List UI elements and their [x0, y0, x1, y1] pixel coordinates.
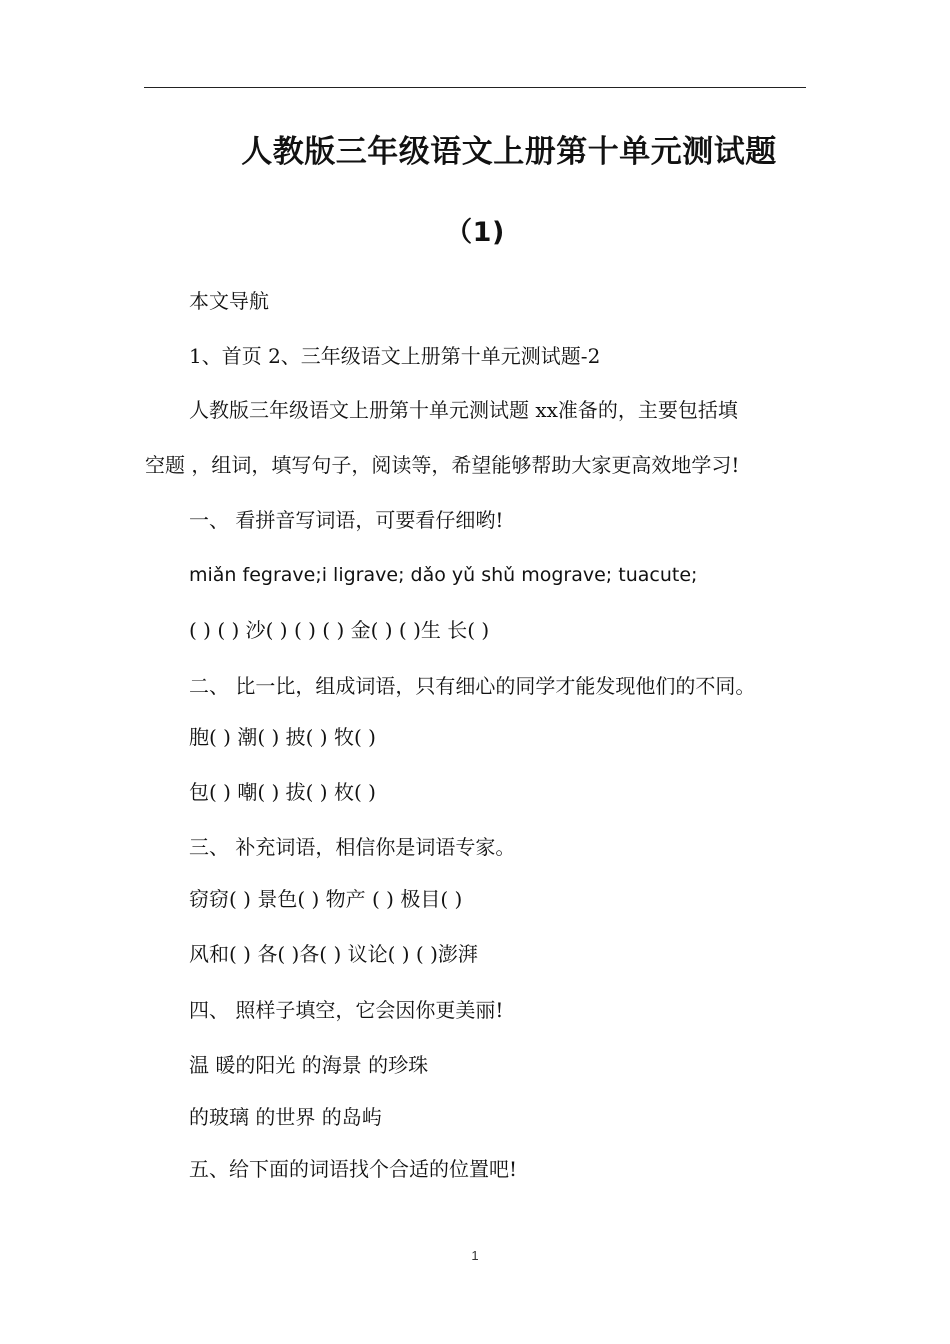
- section-2-row-2: 包( ) 嘲( ) 拔( ) 枚( ): [189, 780, 376, 804]
- section-3-row-1: 窃窃( ) 景色( ) 物产 ( ) 极目( ): [189, 887, 463, 911]
- section-1-pinyin: miǎn fegrave;i ligrave; dǎo yǔ shǔ mograve; tuacute;: [189, 564, 698, 586]
- section-5-heading: 五、给下面的词语找个合适的位置吧!: [189, 1157, 518, 1181]
- intro-paragraph-line2: 空题 ，组词，填写句子，阅读等，希望能够帮助大家更高效地学习!: [145, 453, 740, 477]
- document-title-suffix: （1): [445, 217, 505, 248]
- section-2-row-1: 胞( ) 潮( ) 披( ) 牧( ): [189, 725, 376, 749]
- section-4-row-2: 的玻璃 的世界 的岛屿: [189, 1105, 382, 1129]
- section-3-row-2: 风和( ) 各( )各( ) 议论( ) ( )澎湃: [189, 942, 478, 966]
- nav-label: 本文导航: [189, 289, 269, 313]
- section-4-heading: 四、 照样子填空，它会因你更美丽!: [189, 998, 504, 1022]
- section-3-heading: 三、 补充词语，相信你是词语专家。: [189, 835, 516, 859]
- document-title: 人教版三年级语文上册第十单元测试题: [241, 134, 777, 170]
- section-2-heading: 二、 比一比，组成词语，只有细心的同学才能发现他们的不同。: [189, 674, 756, 698]
- section-4-row-1: 温 暖的阳光 的海景 的珍珠: [189, 1053, 429, 1077]
- intro-paragraph-line1: 人教版三年级语文上册第十单元测试题 xx准备的，主要包括填: [189, 398, 738, 422]
- page-number: 1: [471, 1248, 479, 1263]
- header-rule: [144, 87, 806, 88]
- section-1-heading: 一、 看拼音写词语，可要看仔细哟!: [189, 508, 504, 532]
- section-1-blanks: ( ) ( ) 沙( ) ( ) ( ) 金( ) ( )生 长( ): [189, 618, 490, 642]
- nav-links[interactable]: 1、首页 2、三年级语文上册第十单元测试题-2: [189, 344, 601, 368]
